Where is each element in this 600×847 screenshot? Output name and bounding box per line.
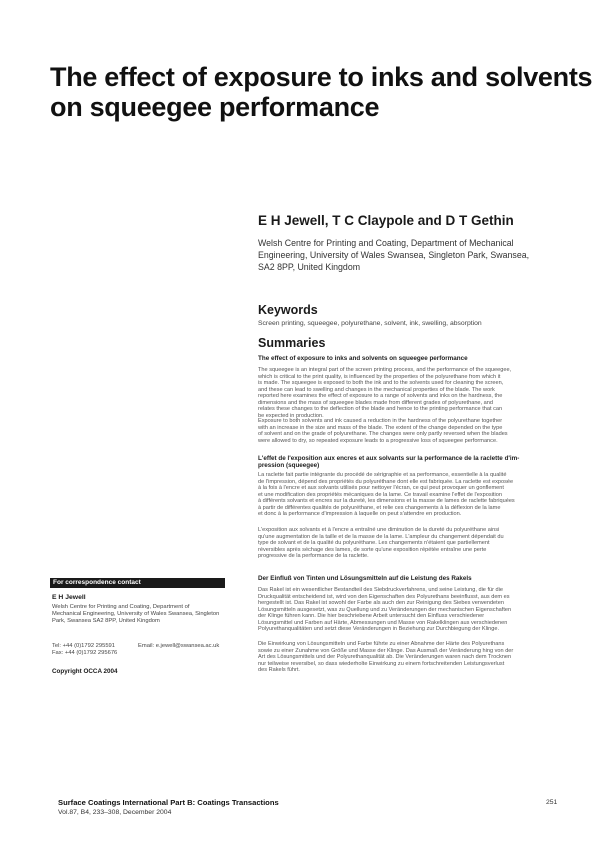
para-line: progressive de la performance de la raclette.	[258, 553, 369, 559]
para-line: Lösungsmittel und Farben auf Härte, Abmessungen und Masse von Rakelklingen aus verschiedenen	[258, 619, 508, 626]
address-line: Park, Swansea SA2 8PP, United Kingdom	[52, 618, 160, 624]
french-summary-heading	[258, 455, 519, 469]
article-title	[50, 62, 593, 122]
para-line: Art des Lösungsmittels und der Polyurethanqualität ab. Die Veränderungen waren nach dem Trocknen	[258, 654, 512, 660]
para-line: Das Rakel ist ein wesentlicher Bestandteil des Siebdruckverfahrens, und seine Leistung, die für die	[258, 587, 504, 593]
para-line: et une modification des propriétés mécaniques de la lame. Ce travail examine l'effet de l'exposition	[258, 491, 502, 498]
para-line: dimensions and the mass of squeegee blades made from different grades of polyurethane, and	[258, 399, 493, 406]
summaries-heading: Summaries	[258, 336, 326, 350]
para-line: à partir de différentes qualités de polyuréthane, et relie ces changements à la déflexion de la lame	[258, 504, 501, 511]
affiliation	[258, 237, 563, 273]
keywords-text: Screen printing, squeegee, polyurethane, solvent, ink, swelling, absorption	[258, 320, 482, 327]
fax-number: Fax: +44 (0)1792 295676	[52, 650, 118, 656]
french-summary-para-2	[258, 527, 564, 560]
correspondence-phone	[52, 643, 117, 657]
correspondence-name: E H Jewell	[52, 594, 86, 601]
correspondence-heading: For correspondence contact	[50, 578, 225, 588]
para-line: type de solvant et de la qualité du polyuréthane. Les changements n'étaient que partiellement	[258, 540, 490, 546]
french-summary-para-1	[258, 472, 564, 518]
para-line: qu'une augmentation de la taille et de la masse de la lame. L'ampleur du changement dépendait du	[258, 533, 504, 540]
journal-volume: Vol.87, B4, 233–308, December 2004	[58, 809, 172, 816]
german-summary-para-2	[258, 641, 564, 674]
para-line: sowie zu einer Zunahme von Größe und Masse der Klinge. Das Ausmaß der Veränderung hing von der	[258, 647, 514, 654]
title-line-1: The effect of exposure to inks and solvents	[50, 62, 593, 92]
para-line: The squeegee is an integral part of the screen printing process, and the performance of the squeegee,	[258, 367, 512, 373]
para-line: Lösungsmitteln ausgesetzt, was zu Quellung und zu Veränderungen der mechanischen Eigenschaften	[258, 606, 512, 613]
para-line: reported here examines the effect of exposure to a range of solvents and inks on the hardness, the	[258, 393, 503, 399]
correspondence-email[interactable]: Email: e.jewell@swansea.ac.uk	[138, 643, 220, 649]
para-line: were allowed to dry, so repeated exposure leads to a progressive loss of squeegee performance.	[258, 437, 498, 444]
authors: E H Jewell, T C Claypole and D T Gethin	[258, 213, 514, 228]
para-line: Die Einwirkung von Lösungsmitteln und Farbe führte zu einer Abnahme der Härte des Polyurethans	[258, 641, 505, 647]
address-line: Mechanical Engineering, University of Wales Swansea, Singleton	[52, 611, 220, 617]
para-line: La raclette fait partie intégrante du procédé de sérigraphie et sa performance, essentielle à la qualité	[258, 472, 507, 478]
para-line: der Klinge führen kann. Die hier beschriebene Arbeit untersucht den Einfluss verschiedener	[258, 613, 485, 619]
para-line: de l'impression, dépend des propriétés du polyuréthane dont elle est fabriquée. La raclette est exposée	[258, 478, 514, 485]
copyright: Copyright OCCA 2004	[52, 668, 118, 675]
para-line: relates these changes to the deflection of the blade and hence to the printing performance that can	[258, 406, 503, 412]
para-line: of solvent and on the grade of polyurethane. The changes were only partly reversed when the blades	[258, 431, 508, 437]
page-number: 251	[546, 799, 558, 806]
tel-number: Tel: +44 (0)1792 295591	[52, 643, 116, 649]
german-summary-para-1	[258, 587, 564, 633]
para-line: à la fois à l'encre et aux solvants utilisés pour nettoyer l'écran, ce qui peut provoquer un gonflement	[258, 485, 504, 491]
keywords-heading: Keywords	[258, 303, 318, 317]
address-line: Welsh Centre for Printing and Coating, Department of	[52, 604, 190, 610]
para-line: et donc à la performance d'impression à laquelle on peut s'attendre en production.	[258, 511, 462, 517]
para-line: Polyurethanqualitäten und setzt diese Veränderungen in Beziehung zur Durchbiegung der Klinge.	[258, 626, 500, 632]
english-summary-para-1	[258, 367, 564, 419]
heading-line: L'effet de l'exposition aux encres et aux solvants sur la performance de la raclette d'im-	[258, 455, 520, 462]
para-line: nur teilweise reversibel, so dass wiederholte Einwirkung zu einem fortschreitenden Leistungsverlust	[258, 660, 505, 667]
para-line: réversibles après séchage des lames, de sorte qu'une exposition répétée entraîne une perte	[258, 546, 487, 553]
para-line: L'exposition aux solvants et à l'encre a entraîné une diminution de la dureté du polyuréthane ainsi	[258, 527, 500, 533]
english-summary-para-2	[258, 418, 564, 444]
para-line: with an increase in the size and mass of the blade. The extent of the change depended on the type	[258, 424, 503, 431]
heading-line: pression (squeegee)	[258, 462, 320, 469]
para-line: Exposure to both solvents and ink caused a reduction in the hardness of the polyurethane together	[258, 418, 503, 424]
affiliation-line: SA2 8PP, United Kingdom	[258, 262, 361, 272]
journal-name: Surface Coatings International Part B: Coatings Transactions	[58, 798, 279, 807]
para-line: Druckqualität entscheidend ist, wird von den Eigenschaften des Polyurethans beeinflusst, aus dem es	[258, 593, 510, 600]
title-line-2: on squeegee performance	[50, 92, 380, 122]
para-line: is made. The squeegee is exposed to both the ink and to the solvents used for cleaning the screen,	[258, 380, 504, 386]
correspondence-address	[52, 604, 232, 625]
para-line: which is critical to the print quality, is influenced by the properties of the polyurethane from which it	[258, 373, 501, 380]
para-line: be expected in production.	[258, 412, 324, 419]
para-line: and these can lead to swelling and changes in the mechanical properties of the blade. The work	[258, 386, 495, 393]
para-line: à différents solvants et encres sur la dureté, les dimensions et la masse de lames de raclette fabriquées	[258, 498, 515, 504]
english-summary-heading: The effect of exposure to inks and solvents on squeegee performance	[258, 355, 468, 362]
affiliation-line: Engineering, University of Wales Swansea, Singleton Park, Swansea,	[258, 250, 530, 260]
para-line: hergestellt ist. Das Rakel ist sowohl der Farbe als auch den zur Reinigung des Siebes verwendeten	[258, 600, 504, 606]
german-summary-heading: Der Einfluß von Tinten und Lösungsmitteln auf die Leistung des Rakels	[258, 575, 472, 582]
affiliation-line: Welsh Centre for Printing and Coating, Department of Mechanical	[258, 238, 514, 248]
para-line: des Rakels führt.	[258, 667, 300, 673]
